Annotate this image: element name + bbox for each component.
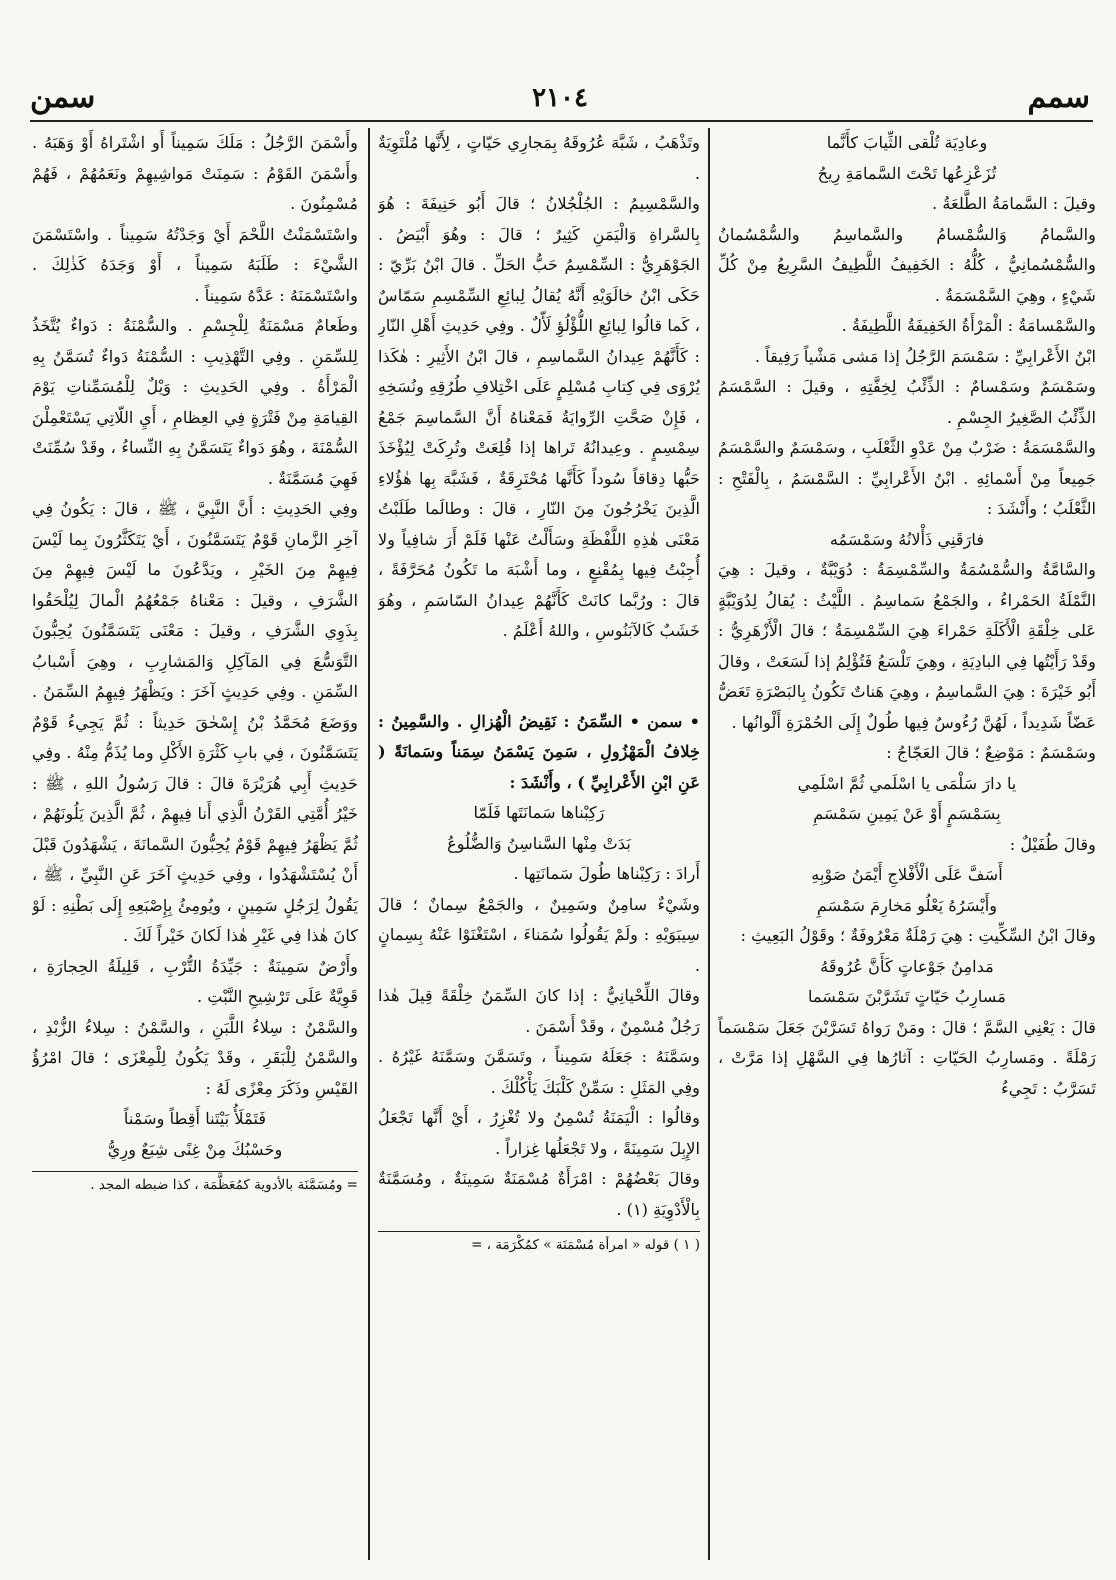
paragraph: وأَرْضٌ سَمِينَةٌ : جَيِّدَةُ التُّرْبِ ، قَلِيلَةُ الحِجارَةِ ، قَوِيَّةٌ عَلَى تَرْشِيحِ النَّبْتِ . [32,956,358,1006]
verse-line: مَسارِبُ حَيّاتٍ تَشَرَّبْنَ سَمْسَما [808,987,1006,1006]
paragraph: وتَذْهَبُ ، شَبَّهَ عُرُوقَهُ بِمَجارِي حَيّاتٍ ، لِأَنَّها مُلْتَوِيَةٌ . [378,133,700,183]
paragraph: ابْنُ الأَعْرابِيِّ : سَمْسَمَ الرَّجُلُ إذا مَشى مَشْياً رَفِيقاً . [754,346,1096,366]
paragraph: وسَمْسَمٌ : مَوْضِعٌ ؛ قالَ العَجّاجُ : [886,743,1096,762]
paragraph: والسَّمْسَمَةُ : ضَرْبٌ مِنْ عَدْوِ الثَّعْلَبِ ، وسَمْسَمٌ والسَّمْسَمُ جَمِيعاً مِنْ أَسْمائِهِ . ابْنُ الأَعْرابِيِّ : السَّمْسَمُ ، بِالْفَتْحِ : الثَّعْلَبُ ؛ وأَنْشَدَ : [718,438,1096,518]
verse-line: بَدَتْ مِنْها السَّناسِنُ وَالضُّلُوعُ [447,833,631,853]
paragraph: وسَمَّنَهُ : جَعَلَهُ سَمِيناً ، وتَسَمَّنَ وسَمَّنَهُ غَيْرُهُ . وفِي المَثَلِ : سَمِّنْ كَلْبَكَ يَأْكُلْكَ . [378,1047,700,1097]
paragraph: والسَّمْسِيمُ : الجُلْجُلانُ ؛ قالَ أَبُو حَنِيفَةَ : هُوَ بِالسَّراةِ وَالْيَمَنِ كَثِيرٌ ؛ قالَ : وهُوَ أَبْيَضُ . الجَوْهَرِيُّ : السِّمْسِمُ حَبُّ الحَلِّ . قالَ ابْنُ بَرِّيّ : حَكَى ابْنُ خالَوَيْهِ أَنَّهُ يُقالُ لِبائِعِ السِّمْسِمِ سَمّاسٌ ، كَما قالُوا لِبائِعِ اللُّؤْلُؤِ لَأّلٌ . وفِي حَدِيثِ أَهْلِ النّارِ : كَأَنَّهُمْ عِيدانُ السَّماسِمِ ، قالَ ابْنُ الأَثِيرِ : هٰكَذا يُرْوَى فِي كِتابِ مُسْلِمٍ عَلَى اخْتِلافِ طُرُقِهِ ونُسَخِهِ ، فَإِنْ صَحَّتِ الرِّوايَةُ فَمَعْناهُ أَنَّ السَّماسِمَ جَمْعُ سِمْسِمٍ . وعِيدانُهُ تَراها إذا قُلِعَتْ وتُرِكَتْ لِيُؤْخَذَ حَبُّها دِقاقاً سُوداً كَأَنَّها مُحْتَرِقَةٌ ، فَشَبَّهَ بِها هٰؤُلاءِ الَّذِينَ يَخْرُجُونَ مِنَ النّارِ ، قالَ : وطالَما طَلَبْتُ مَعْنَى هٰذِهِ اللَّفْظَةِ وسَأَلْتُ عَنْها فَلَمْ أَرَ شافِياً ولا أُجِبْتُ فِيها بِمُقْنِعٍ ، وما أَشْبَهَ ما تَكُونُ مُحَرَّفَةً ، قالَ : ورُبَّما كانَتْ كَأَنَّهُمْ عِيدانُ السّاسَمِ ، وهُوَ خَشَبٌ كَالآبَنُوسِ ، واللهُ أَعْلَمُ . [378,194,700,640]
paragraph: والسَّمامُ وَالسُّمْسامُ والسَّماسِمُ والسُّمْسُمانُ والسُّمْسُمانِيُّ ، كُلُّهُ : الخَفِيفُ اللَّطِيفُ السَّرِيعُ مِنْ كُلِّ شَيْءٍ ، وهِيَ السَّمْسَمَةُ . [718,224,1096,305]
verse-line: بِسَمْسَمٍ أَوْ عَنْ يَمِينِ سَمْسَمِ [813,804,1001,823]
page-number: ٢١٠٤ [532,83,588,113]
verse-line: فَتَمْلَأُ بَيْتَنا أَقِطاً وسَمْناً [123,1109,267,1128]
paragraph: وقالَ طُفَيْلٌ : [1009,834,1096,854]
footnote: ( ١ ) قوله « امرأة مُسْمَنَة » كمُكْرَمَة ، = [471,1237,700,1253]
paragraph: أَرادَ : رَكِبْناها طُولَ سَمانَتِها . [513,864,700,883]
paragraph: وسَمْسَمٌ وسَمْسامٌ : الذِّئْبُ لِخِفَّتِهِ ، وقيلَ : السَّمْسَمُ الذِّئْبُ الصَّغِيرُ الجِسْمِ . [718,377,1096,427]
paragraph: وقالَ بَعْضُهُمْ : امْرَأَةٌ مُسْمَنَةٌ سَمِينَةٌ ، ومُسَمَّنَةٌ بِالْأَدْوِيَةِ (١) . [378,1169,700,1219]
paragraph: وقيلَ : السَّمامَةُ الطَّلعَةُ . [932,194,1096,213]
verse-line: وعادِيَة تُلْقى الثِّيابَ كأَنَّما [826,133,988,152]
verse-line: وحَسْبُكَ مِنْ غِنًى شِبَعٌ ورِيُّ [107,1139,283,1159]
header-rule [30,120,1093,122]
verse-line: أَسَفَّ عَلَى الْأَفْلاجِ أَيْمَنُ صَوْبِهِ [811,865,1003,884]
column-divider [368,128,370,1560]
verse-line: رَكِبْناها سَمانَتَها فَلَمّا [473,803,605,822]
page-header [30,78,1090,120]
header-root-word-left: سمن [30,80,96,115]
verse-line: تُزَعْزِعُها تَحْتَ السَّمامَةِ رِيحُ [817,163,997,183]
paragraph: قالَ : يَعْنِي السَّمَّ ؛ قالَ : ومَنْ رَواهُ تَسَرَّبْنَ جَعَلَ سَمْسَماً رَمْلَةً . ومَسارِبُ الحَيّاتِ : آثارُها فِي السَّهْلِ إذا مَرَّتْ ، تَسَرَّبُ : تَجِيءُ [718,1017,1096,1098]
footnote-continuation: = ومُسَمَّنَة بالأدوية كمُعَظَّمَة ، كذا ضبطه المجد . [90,1177,358,1193]
paragraph: واسْتَسْمَنْتُ اللَّحْمَ أَيْ وَجَدْتُهُ سَمِيناً . واسْتَسْمَنَ الشَّيْءَ : طَلَبَهُ سَمِيناً ، أَوْ وَجَدَهُ كَذٰلِكَ . واسْتَسْمَنَهُ : عَدَّهُ سَمِيناً . [32,224,358,305]
column-divider [708,128,710,1560]
column-right [718,128,1096,1550]
paragraph: وقالَ ابْنُ السِّكِّيتِ : هِيَ رَمْلَةٌ مَعْرُوفَةٌ ؛ وقَوْلُ البَعِيثِ : [740,926,1096,945]
paragraph: والسَّمْنُ : سِلاءُ اللَّبَنِ ، والسَّمْنُ : سِلاءُ الزُّبْدِ ، والسَّمْنُ لِلْبَقَرِ ، وقَدْ يَكُونُ لِلْمِعْزَى ؛ قالَ امْرُؤُ القَيْسِ وذَكَرَ مِعْزًى لَهُ : [32,1017,358,1098]
paragraph: وشَيْءٌ سامِنٌ وسَمِينٌ ، والجَمْعُ سِمانٌ ؛ قالَ سِيبَوَيْهِ : ولَمْ يَقُولُوا سُمَناءَ ، اسْتَغْنَوْا عَنْهُ بِسِمانٍ . [378,894,700,975]
verse-line: وأَيْسَرُهُ يَعْلُو مَخارِمَ سَمْسَمِ [816,895,998,915]
entry-heading-saman: • سمن • السِّمَنُ : نَقِيضُ الْهُزالِ . والسَّمِينُ : خِلافُ الْمَهْزُولِ ، سَمِنَ يَسْمَنُ سِمَناً وسَمانَةً ( عَنِ ابْنِ الأَعْرابِيِّ ) ، وأَنْشَدَ : [378,711,700,792]
paragraph: والسَّامَّةُ والسُّمْسُمَةُ والسِّمْسِمَةُ : دُوَيْبَّةٌ ، وقيلَ : هِيَ النَّمْلَةُ الحَمْراءُ ، والجَمْعُ سَماسِمُ . اللَّيْثُ : يُقالُ لِدُوَيْبَّةٍ عَلى خِلْقَةِ الْأَكَلَةِ حَمْراءَ هِيَ السِّمْسِمَةُ ؛ قالَ الْأَزْهَرِيُّ : وقَدْ رَأَيْتُها فِي البادِيَةِ ، وهِيَ تَلْسَعُ فَتُؤْلِمُ إذا لَسَعَتْ ، وقالَ أَبُو خَيْرَةَ : هِيَ السَّماسِمُ ، وهِيَ هَناتٌ تَكُونُ بِالبَصْرَةِ تَعَضُّ عَضّاً شَدِيداً ، لَهُنَّ رُءُوسٌ فِيها طُولٌ إِلَى الحُمْرَةِ أَلْوانُها . [718,560,1096,732]
paragraph: وفِي الحَدِيثِ : أَنَّ النَّبِيَّ ، ﷺ ، قالَ : يَكُونُ فِي آخِرِ الزَّمانِ قَوْمٌ يَتَسَمَّنُونَ ، أَيْ يَتَكَثَّرُونَ بِما لَيْسَ فِيهِمْ مِنَ الخَيْرِ ، ويَدَّعُونَ ما لَيْسَ فِيهِمْ مِنَ الشَّرَفِ ، وقيلَ : مَعْناهُ جَمْعُهُمُ الْمالَ لِيُلْحَقُوا بِذَوِي الشَّرَفِ ، وقيلَ : مَعْنَى يَتَسَمَّنُونَ يُحِبُّونَ التَّوَسُّعَ فِي المَآكِلِ وَالمَشارِبِ ، وهِيَ أَسْبابُ السِّمَنِ . وفِي حَدِيثٍ آخَرَ : ويَظْهَرُ فِيهِمُ السِّمَنُ . ووَضَعَ مُحَمَّدُ بْنُ إِسْحٰقَ حَدِيثاً : ثُمَّ يَجِيءُ قَوْمٌ يَتَسَمَّنُونَ ، فِي بابِ كَثْرَةِ الأَكْلِ وما يُذَمُّ مِنْهُ . وفِي حَدِيثِ أَبِي هُرَيْرَةَ قالَ : قالَ رَسُولُ اللهِ ، ﷺ : خَيْرُ أُمَّتِي القَرْنُ الَّذِي أَنا فِيهِمْ ، ثُمَّ الَّذِينَ يَلُونَهُمْ ، ثُمَّ يَظْهَرُ فِيهِمْ قَوْمٌ يُحِبُّونَ السَّمانَةَ ، يَشْهَدُونَ قَبْلَ أَنْ يُسْتَشْهَدُوا ، وفِي حَدِيثٍ آخَرَ عَنِ النَّبِيِّ ، ﷺ ، يَقُولُ لِرَجُلٍ سَمِينٍ ، ويُومِئُ بِإِصْبَعِهِ إِلَى بَطْنِهِ : لَوْ كانَ هٰذا فِي غَيْرِ هٰذا لَكانَ خَيْراً لَكَ . [32,499,358,945]
paragraph: وأَسْمَنَ الرَّجُلُ : مَلَكَ سَمِيناً أَو اشْتَراهُ أَوْ وَهَبَهُ . وأَسْمَنَ القَوْمُ : سَمِنَتْ مَواشِيهِمْ ونَعَمُهُمْ ، فَهُمْ مُسْمِنُونَ . [32,133,358,213]
header-root-word-right: سمم [1027,80,1090,115]
verse-line: مَدامِنُ جَوْعاتٍ كَأَنَّ عُرُوقَهُ [820,956,994,976]
verse-line: يا دارَ سَلْمَى يا اسْلَمي ثُمَّ اسْلَمِي [797,773,1017,793]
paragraph: وقالُوا : الْيَمَنَةُ تُسْمِنُ ولا تُغْزِرُ ، أَيْ أَنَّها تَجْعَلُ الإِبِلَ سَمِينَةً ، ولا تَجْعَلُها غِزاراً . [378,1108,700,1158]
paragraph: وطَعامٌ مَسْمَنَةٌ لِلْجِسْمِ . والسُّمْنَةُ : دَواءٌ يُتَّخَذُ لِلسِّمَنِ . وفِي التَّهْذِيبِ : السُّمْنَةُ دَواءٌ تُسَمَّنُ بِهِ الْمَرْأَةُ . وفِي الحَدِيثِ : وَيْلٌ لِلْمُسَمِّناتِ يَوْمَ القِيامَةِ مِنْ فَتْرَةٍ فِي العِظامِ ، أَيِ اللّاتِي يَسْتَعْمِلْنَ السُّمْنَةَ ، وهُوَ دَواءٌ يَتَسَمَّنُ بِهِ النِّساءُ ، وقَدْ سُمِّنَتْ فَهِيَ مُسَمَّنَةٌ . [32,316,358,488]
column-left [32,128,358,1550]
paragraph: وقالَ اللِّحْيانِيُّ : إذا كانَ السِّمَنُ خِلْقَةً قِيلَ هٰذا رَجُلٌ مُسْمِنٌ ، وقَدْ أَسْمَنَ . [378,986,700,1036]
paragraph: والسَّمْسامَةُ : الْمَرْأَةُ الخَفِيفَةُ اللَّطِيفَةُ . [841,316,1096,335]
verse-line: فارَقَنِي ذَأْلانُهُ وسَمْسَمُه [829,529,985,549]
column-middle [378,128,700,1550]
